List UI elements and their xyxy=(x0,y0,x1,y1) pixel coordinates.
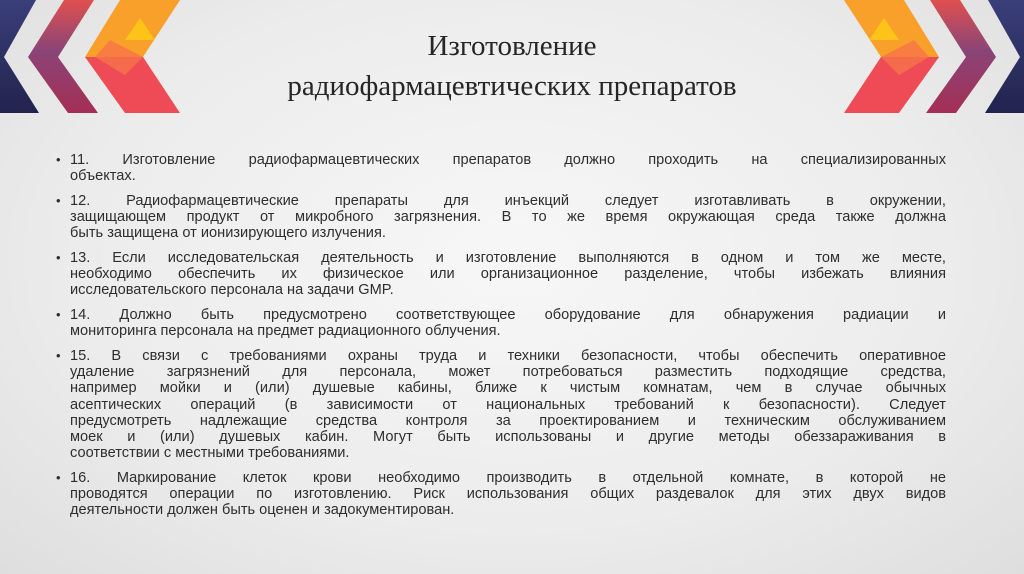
list-item-text-line: 16. Маркирование клеток крови необходимо производить в отдельной комнате, в которой не xyxy=(70,469,946,486)
list-item-text-line: проводятся операции по изготовлению. Риск использования общих раздевалок для этих двух видов xyxy=(70,486,946,503)
bullet-icon: • xyxy=(56,348,61,364)
list-item-text-line: 13. Если исследовательская деятельность и изготовление выполняются в одном и том же месте, xyxy=(70,250,946,267)
bullet-icon: • xyxy=(56,192,61,208)
title-line: Изготовление xyxy=(427,30,597,62)
bullet-icon: • xyxy=(56,469,61,485)
bullet-list xyxy=(56,152,946,527)
list-item-text-line: быть защищена от ионизирующего излучения. xyxy=(70,225,386,242)
list-item-text-line: 15. В связи с требованиями охраны труда и техники безопасности, чтобы обеспечить оперативное xyxy=(70,348,946,365)
list-item-text-line: мониторинга персонала на предмет радиационного облучения. xyxy=(70,323,501,340)
title-line: радиофармацевтических препаратов xyxy=(287,70,737,102)
list-item-text-line: защищающем продукт от микробного загрязнения. В то же время окружающая среда также должна xyxy=(70,209,946,226)
bullet-icon: • xyxy=(56,250,61,266)
list-item-text-line: асептических операций (в зависимости от национальных требований к безопасности). Следует xyxy=(70,396,946,413)
slide-title xyxy=(0,26,1024,106)
list-item-text-line: необходимо обеспечить их физическое или организационное разделение, чтобы избежать влияния xyxy=(70,266,946,283)
list-item-text-line: объектах. xyxy=(70,168,136,185)
list-item xyxy=(56,307,946,339)
list-item-text-line: предусмотреть надлежащие средства контроля за проектированием и техническим обслуживанием xyxy=(70,412,946,429)
list-item-text-line: например мойки и (или) душевые кабины, ближе к чистым комнатам, чем в случае обычных xyxy=(70,380,946,397)
list-item-text-line: деятельности должен быть оценен и задокументирован. xyxy=(70,502,455,519)
list-item xyxy=(56,348,946,461)
list-item-text-line: соответствии с местными требованиями. xyxy=(70,445,350,462)
bullet-icon: • xyxy=(56,307,61,323)
list-item xyxy=(56,470,946,519)
bullet-icon: • xyxy=(56,152,61,167)
list-item-text-line: 12. Радиофармацевтические препараты для инъекций следует изготавливать в окружении, xyxy=(70,192,946,209)
list-item xyxy=(56,250,946,299)
list-item-text-line: моек и (или) душевых кабин. Могут быть использованы и другие методы обеззараживания в xyxy=(70,429,946,446)
list-item xyxy=(56,193,946,242)
list-item-text-line: 14. Должно быть предусмотрено соответствующее оборудование для обнаружения радиации и xyxy=(70,307,946,324)
list-item-text-line: удаление загрязнений для персонала, может потребоваться разместить подходящие средства, xyxy=(70,364,946,381)
list-item-text-line: 11. Изготовление радиофармацевтических препаратов должно проходить на специализированных xyxy=(70,152,946,168)
list-item-text-line: исследовательского персонала на задачи GMP. xyxy=(70,282,394,299)
list-item xyxy=(56,152,946,184)
